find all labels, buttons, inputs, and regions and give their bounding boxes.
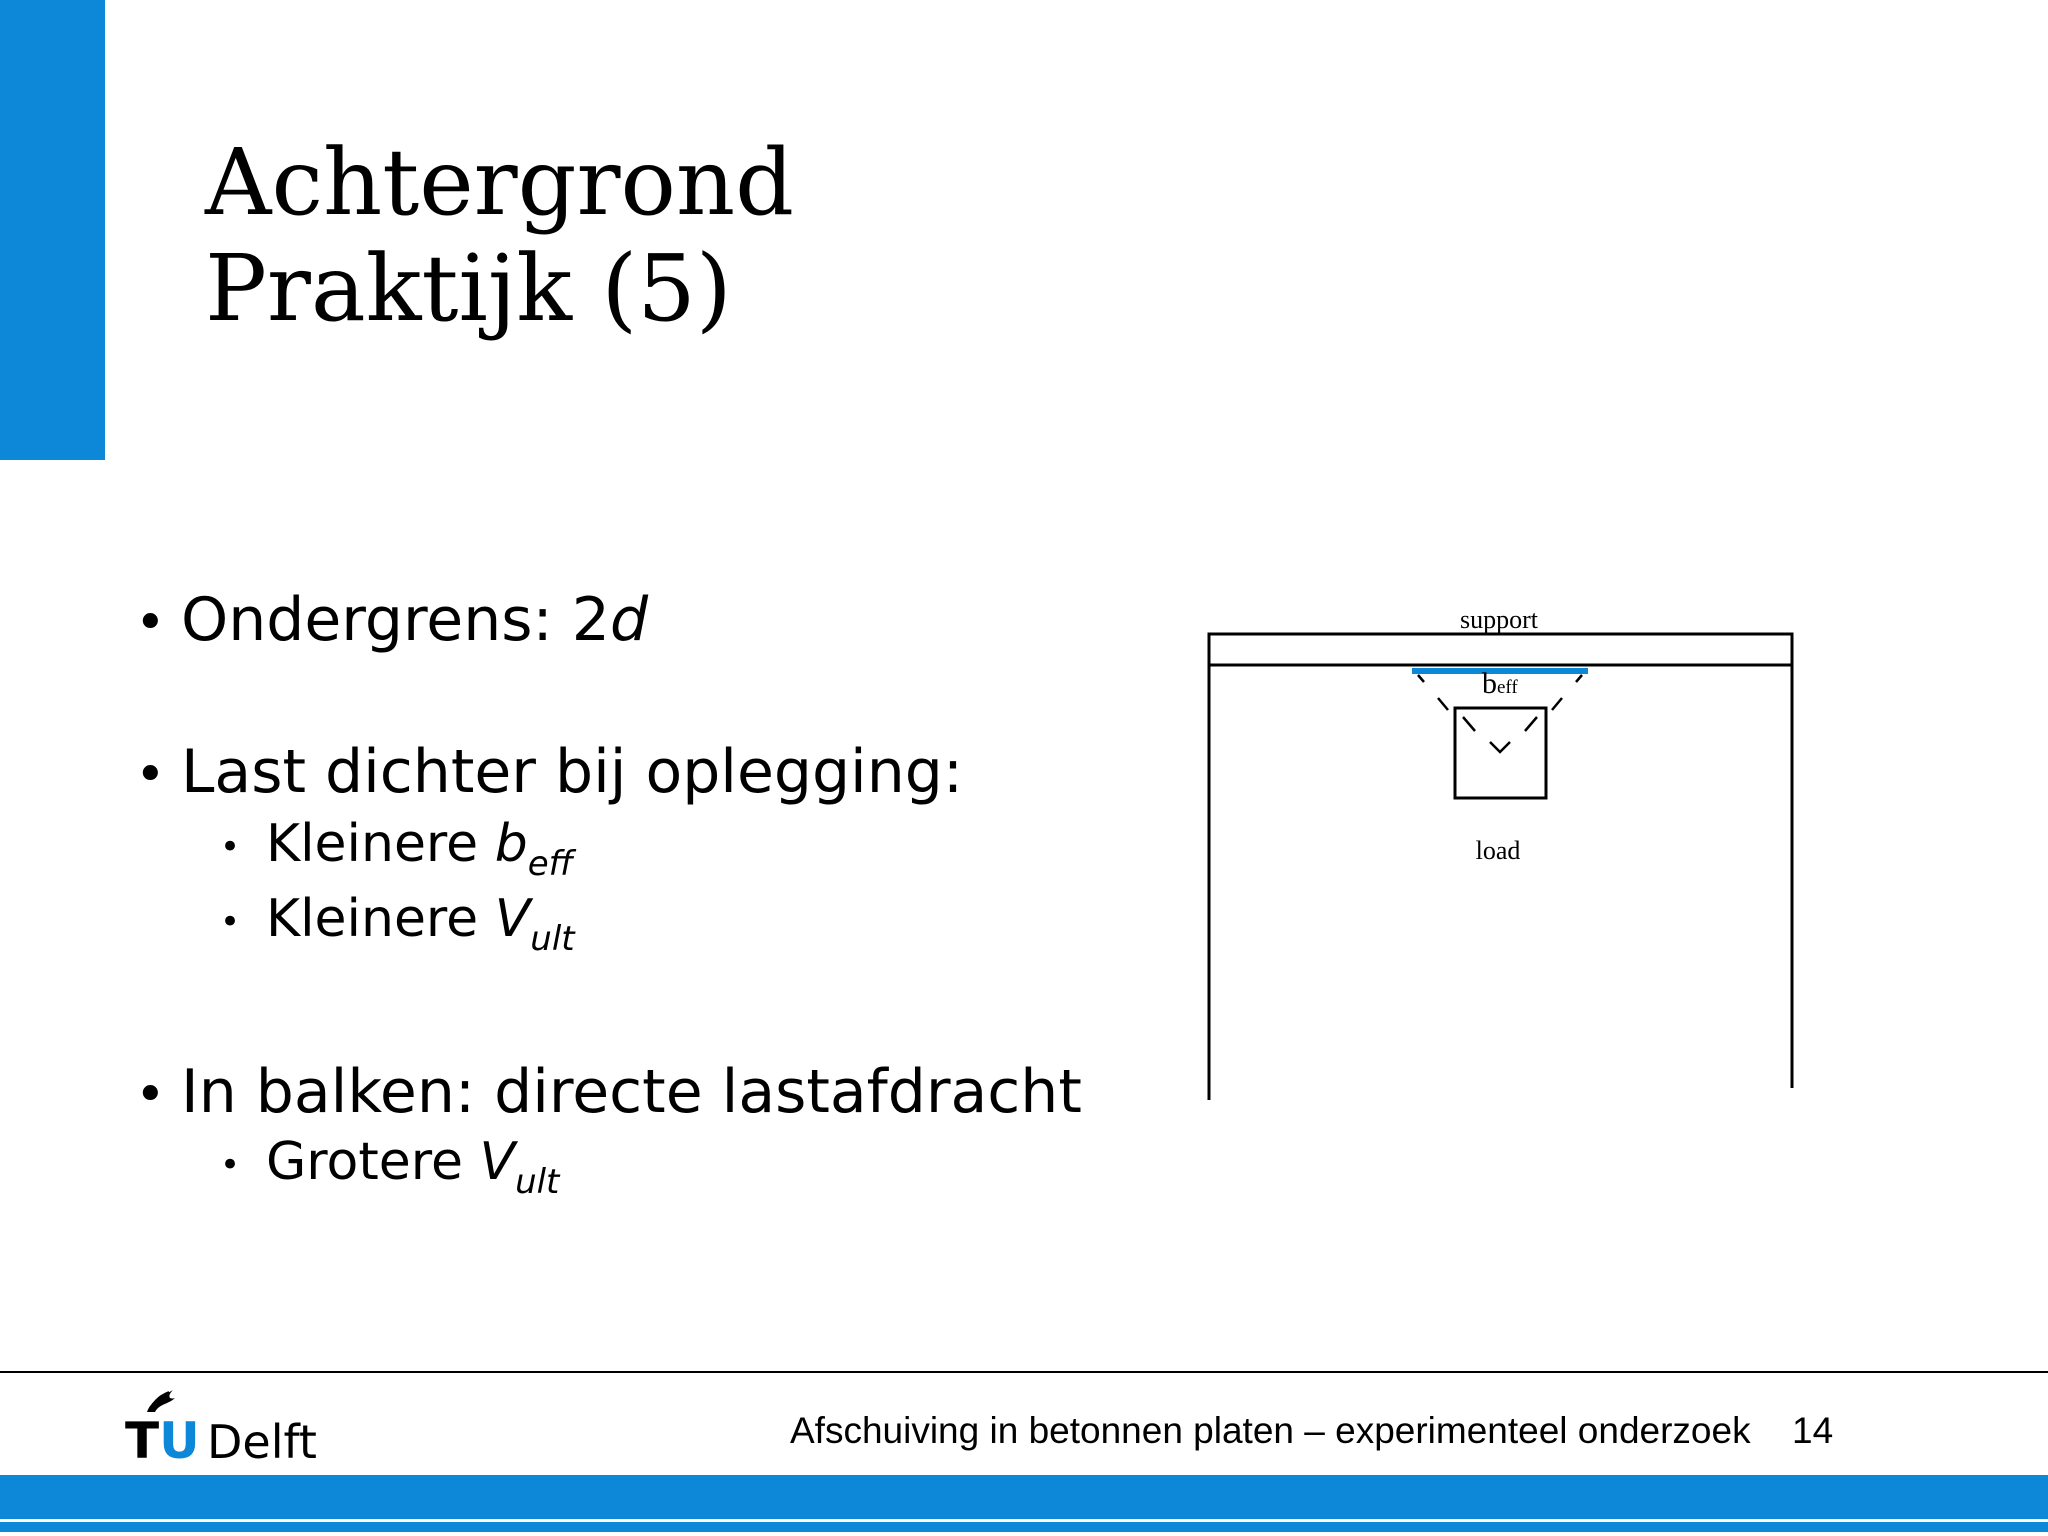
footer-divider [0, 1371, 2048, 1373]
footer-title: Afschuiving in betonnen platen – experimenteel onderzoek [790, 1410, 1751, 1451]
page-number: 14 [1792, 1410, 1834, 1451]
load-label: load [1475, 836, 1521, 865]
title-accent-bar [0, 0, 105, 460]
bullet-dot: • [135, 745, 166, 805]
bullet-lower-bound: • Ondergrens: 2d [135, 585, 648, 658]
subbullet-dot: • [220, 1145, 241, 1185]
subbullet-smaller-vult: • Kleinere $V_{ult}$ [220, 889, 575, 959]
beff-label: beff [1482, 667, 1518, 700]
logo-delft: Delft [207, 1415, 317, 1462]
flame-icon [147, 1390, 175, 1412]
tudelft-logo [125, 1382, 335, 1462]
bullet-dot: • [135, 593, 166, 653]
slide-title [205, 130, 794, 342]
subbullet-smaller-beff: • Kleinere $b_{eff}$ [220, 814, 574, 884]
bullet-dot: • [135, 1065, 166, 1125]
subbullet-dot: • [220, 827, 241, 867]
subbullet-larger-vult: • Grotere $V_{ult}$ [220, 1132, 560, 1202]
bottom-accent-line [0, 1522, 2048, 1532]
support-label: support [1460, 605, 1538, 634]
title-line-1: Achtergrond [205, 129, 795, 236]
title-line-2: Praktijk (5) [205, 235, 732, 342]
bullet-beams-direct-transfer: • In balken: directe lastafdracht [135, 1057, 1082, 1130]
support-beam [1209, 634, 1792, 665]
subbullet-dot: • [220, 902, 241, 942]
slab-support-diagram [1200, 595, 1800, 1115]
bullet-load-near-support: • Last dichter bij oplegging: [135, 737, 963, 810]
bottom-accent-band [0, 1475, 2048, 1519]
logo-wordmark: TU [125, 1412, 200, 1462]
